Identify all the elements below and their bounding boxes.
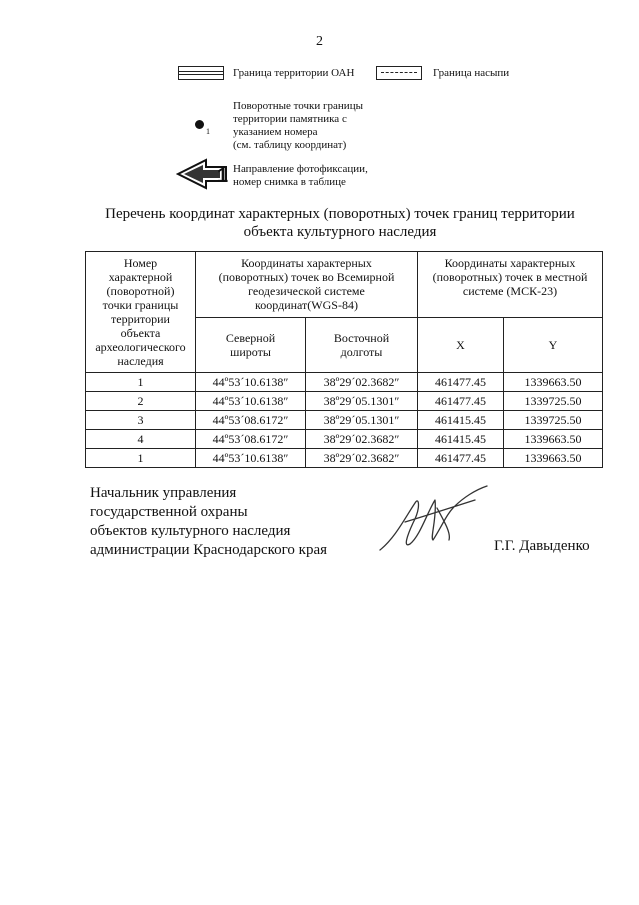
signatory-position-line: объектов культурного наследия xyxy=(90,523,291,539)
document-title-line: объекта культурного наследия xyxy=(243,224,437,240)
cell-latitude: 44º53´08.6172″ xyxy=(196,430,306,449)
cell-latitude: 44º53´08.6172″ xyxy=(196,411,306,430)
legend-boundary-label: Граница территории ОАН xyxy=(233,67,355,79)
header-point-line: Номер xyxy=(123,256,158,270)
cell-x: 461477.45 xyxy=(418,392,504,411)
header-point-line: (поворотной) xyxy=(106,284,175,298)
legend-point-line: (см. таблицу координат) xyxy=(233,139,347,151)
legend-point-line: Поворотные точки границы xyxy=(233,100,363,112)
legend-photo-line: номер снимка в таблице xyxy=(233,176,346,188)
cell-point: 1 xyxy=(86,373,196,392)
header-x: X xyxy=(418,317,504,372)
header-point-line: характерной xyxy=(108,270,173,284)
signatory-position xyxy=(90,484,327,560)
cell-x: 461477.45 xyxy=(418,373,504,392)
cell-latitude: 44º53´10.6138″ xyxy=(196,373,306,392)
legend-boundary-symbol xyxy=(178,66,224,80)
header-wgs-line: (поворотных) точек во Всемирной xyxy=(218,270,395,285)
cell-y: 1339663.50 xyxy=(504,373,603,392)
legend-embankment-label: Граница насыпи xyxy=(433,67,510,79)
photo-direction-number: 1 xyxy=(217,165,229,187)
cell-latitude: 44º53´10.6138″ xyxy=(196,392,306,411)
cell-longitude: 38º29´05.1301″ xyxy=(306,392,418,411)
legend-embankment-symbol xyxy=(376,66,422,80)
header-point-number xyxy=(86,252,196,373)
legend-point-line: территории памятника с xyxy=(233,113,347,125)
table-row xyxy=(86,411,603,430)
page-number: 2 xyxy=(316,34,323,49)
signatory-position-line: Начальник управления xyxy=(90,485,237,501)
header-lon-line: долготы xyxy=(340,344,383,359)
header-wgs-line: координат(WGS-84) xyxy=(255,298,358,313)
cell-longitude: 38º29´02.3682″ xyxy=(306,449,418,468)
table-row xyxy=(86,392,603,411)
table-header-row xyxy=(86,252,603,318)
signatory-position-line: администрации Краснодарского края xyxy=(90,542,328,558)
handwritten-signature xyxy=(375,478,495,558)
header-lat-line: Северной xyxy=(225,330,276,345)
document-title xyxy=(60,205,620,241)
cell-y: 1339725.50 xyxy=(504,392,603,411)
cell-y: 1339663.50 xyxy=(504,430,603,449)
header-msk23 xyxy=(418,252,603,318)
cell-x: 461415.45 xyxy=(418,430,504,449)
header-wgs-line: геодезической системе xyxy=(248,284,365,299)
cell-point: 4 xyxy=(86,430,196,449)
header-point-line: территории xyxy=(111,312,170,326)
table-row xyxy=(86,373,603,392)
header-point-line: объекта xyxy=(120,326,161,340)
legend-point-label xyxy=(233,100,363,152)
cell-point: 2 xyxy=(86,392,196,411)
signatory-position-line: государственной охраны xyxy=(90,504,248,520)
header-longitude xyxy=(306,317,418,372)
header-msk-line: системе (МСК-23) xyxy=(462,284,558,299)
header-lon-line: Восточной xyxy=(333,330,390,345)
header-point-line: археологического xyxy=(95,340,186,354)
legend-photo-line: Направление фотофиксации, xyxy=(233,163,368,175)
header-wgs84 xyxy=(196,252,418,318)
cell-y: 1339663.50 xyxy=(504,449,603,468)
legend-point-line: указанием номера xyxy=(233,126,318,138)
cell-x: 461477.45 xyxy=(418,449,504,468)
cell-point: 3 xyxy=(86,411,196,430)
cell-x: 461415.45 xyxy=(418,411,504,430)
cell-point: 1 xyxy=(86,449,196,468)
photo-direction-arrow-icon xyxy=(176,157,232,191)
cell-longitude: 38º29´05.1301″ xyxy=(306,411,418,430)
legend-photo-label xyxy=(233,163,368,189)
header-latitude xyxy=(196,317,306,372)
header-wgs-line: Координаты характерных xyxy=(241,256,372,271)
legend-point-dot-icon xyxy=(195,120,204,129)
header-point-line: точки границы xyxy=(102,298,179,312)
cell-y: 1339725.50 xyxy=(504,411,603,430)
document-title-line: Перечень координат характерных (поворотных) точек границ территории xyxy=(105,206,575,222)
header-msk-line: (поворотных) точек в местной xyxy=(432,270,588,285)
header-point-line: наследия xyxy=(117,354,164,368)
header-lat-line: широты xyxy=(230,344,271,359)
table-row xyxy=(86,430,603,449)
signatory-name: Г.Г. Давыденко xyxy=(494,538,590,554)
header-msk-line: Координаты характерных xyxy=(444,256,576,271)
cell-latitude: 44º53´10.6138″ xyxy=(196,449,306,468)
cell-longitude: 38º29´02.3682″ xyxy=(306,373,418,392)
legend-point-number: 1 xyxy=(206,127,210,136)
cell-longitude: 38º29´02.3682″ xyxy=(306,430,418,449)
coordinates-table xyxy=(85,251,603,468)
table-row xyxy=(86,449,603,468)
header-y: Y xyxy=(504,317,603,372)
